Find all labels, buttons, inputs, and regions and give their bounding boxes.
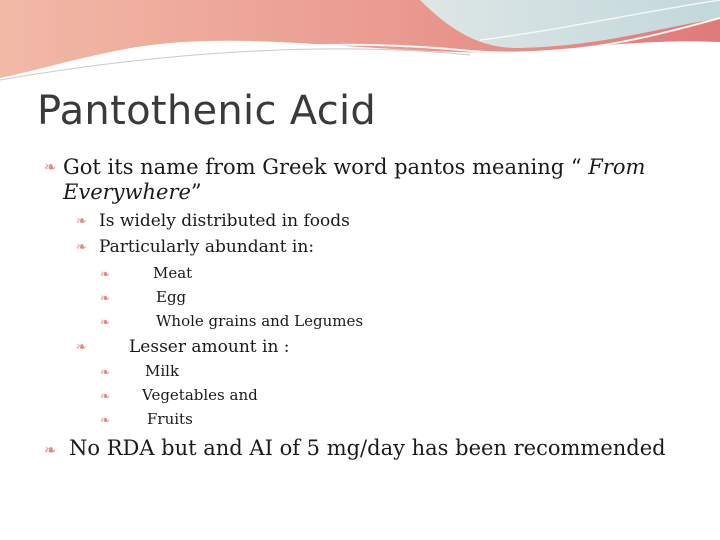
bullet-icon: ❧ <box>100 267 111 281</box>
point-1-line-2 <box>63 180 202 204</box>
point-1-line-1 <box>63 155 645 179</box>
point-2: No RDA but and AI of 5 mg/day has been recommended <box>69 436 666 460</box>
abundant-item-egg: Egg <box>156 288 187 306</box>
abundant-item-meat: Meat <box>153 264 193 282</box>
bullet-icon: ❧ <box>100 315 111 329</box>
abundant-item-grains: Whole grains and Legumes <box>156 312 364 330</box>
point-1-text: Got its name from Greek word pantos meaning “ <box>63 155 589 179</box>
bullet-icon: ❧ <box>100 413 111 427</box>
bullet-icon: ❧ <box>76 340 87 355</box>
bullet-icon: ❧ <box>44 441 57 459</box>
bullet-icon: ❧ <box>44 158 57 176</box>
bullet-icon: ❧ <box>100 389 111 403</box>
point-1-emphasis-b: Everywhere <box>63 180 191 204</box>
decorative-banner <box>0 0 720 90</box>
bullet-icon: ❧ <box>100 365 111 379</box>
sub-point-2: Particularly abundant in: <box>99 237 315 257</box>
lesser-item-milk: Milk <box>145 362 180 380</box>
lesser-label: Lesser amount in : <box>129 337 290 357</box>
slide-title: Pantothenic Acid <box>37 88 377 134</box>
lesser-item-fruits: Fruits <box>147 410 193 428</box>
bullet-icon: ❧ <box>76 240 87 255</box>
bullet-icon: ❧ <box>76 214 87 229</box>
point-1-emphasis-a: From <box>588 155 646 179</box>
point-1-text-end: ” <box>190 180 202 204</box>
lesser-item-vegetables: Vegetables and <box>142 386 258 404</box>
bullet-icon: ❧ <box>100 291 111 305</box>
sub-point-1: Is widely distributed in foods <box>99 211 350 231</box>
